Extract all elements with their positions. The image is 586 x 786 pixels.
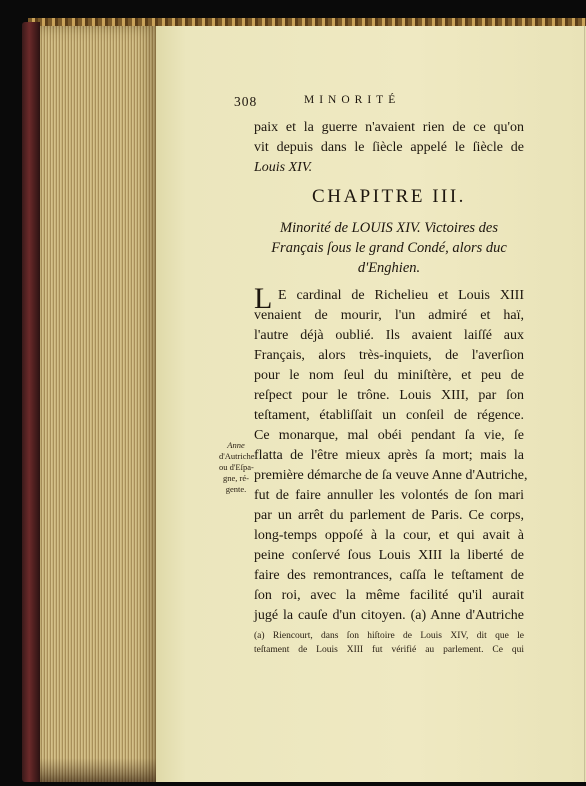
text-line: long-temps oppoſé à la cour, et qui avait à xyxy=(254,528,524,543)
text-line: pour le nom ſeul du miniſtère, et peu de xyxy=(254,368,524,383)
chapter-title: CHAPITRE III. xyxy=(312,186,466,207)
text-line: Français, alors très-inquiets, de l'averſion xyxy=(254,348,524,363)
text-line: E cardinal de Richelieu et Louis XIII xyxy=(278,288,524,303)
footnote-line: (a) Riencourt, dans ſon hiſtoire de Louis XIV, dit que le xyxy=(254,631,524,641)
margin-note-line: gne, ré- xyxy=(223,473,249,483)
margin-note-line: gente. xyxy=(225,484,247,494)
chapter-subtitle-line: Français ſous le grand Condé, alors duc xyxy=(271,240,507,256)
text-line: flatta de l'être mieux après ſa mort; mais la xyxy=(254,448,524,463)
text-line: faire des remontrances, caſſa le teſtament de xyxy=(254,568,524,583)
page-number: 308 xyxy=(234,94,258,109)
text-line: venaient de mourir, l'un admiré et haï, xyxy=(254,308,524,323)
text-line: reſpect pour le trône. Louis XIII, par ſon xyxy=(254,388,524,403)
page-block-edge xyxy=(40,26,158,782)
text-line: jugé la cauſe d'un citoyen. (a) Anne d'Autriche xyxy=(254,608,524,623)
text-line: l'autre déjà oublié. Ils avaient laiſſé aux xyxy=(254,328,524,343)
drop-cap: L xyxy=(254,282,273,315)
text-line: teſtament, établiſſait un conſeil de régence. xyxy=(254,408,524,423)
margin-note-line: d'Autriche xyxy=(219,451,255,461)
text-line: fut de faire annuller les volontés de ſon mari xyxy=(254,488,524,503)
running-head-title: MINORITÉ xyxy=(304,94,401,106)
text-line: peine conſervé ſous Louis XIII la liberté de xyxy=(254,548,524,563)
text-line: vit depuis dans le ſiècle appelé le ſiècle de xyxy=(254,140,524,155)
chapter-subtitle-line: Minorité de LOUIS XIV. Victoires des xyxy=(279,220,498,236)
text-line: première démarche de ſa veuve Anne d'Autriche, xyxy=(254,468,528,483)
margin-note-line: Anne xyxy=(227,440,245,450)
text-line: ſon roi, avec la même facilité qu'il aurait xyxy=(254,588,524,603)
text-line: paix et la guerre n'avaient rien de ce qu'on xyxy=(254,120,524,135)
text-line: Ce monarque, mal obéi pendant ſa vie, ſe xyxy=(254,428,524,443)
text-line: par un arrêt du parlement de Paris. Ce corps, xyxy=(254,508,524,523)
chapter-subtitle-line: d'Enghien. xyxy=(357,260,421,276)
margin-note-line: ou d'Eſpa- xyxy=(219,462,254,472)
footnote-line: teſtament de Louis XIII fut vérifié au parlement. Ce qui xyxy=(254,645,524,655)
text-line: Louis XIV. xyxy=(254,160,313,175)
binding-edge xyxy=(22,22,40,782)
